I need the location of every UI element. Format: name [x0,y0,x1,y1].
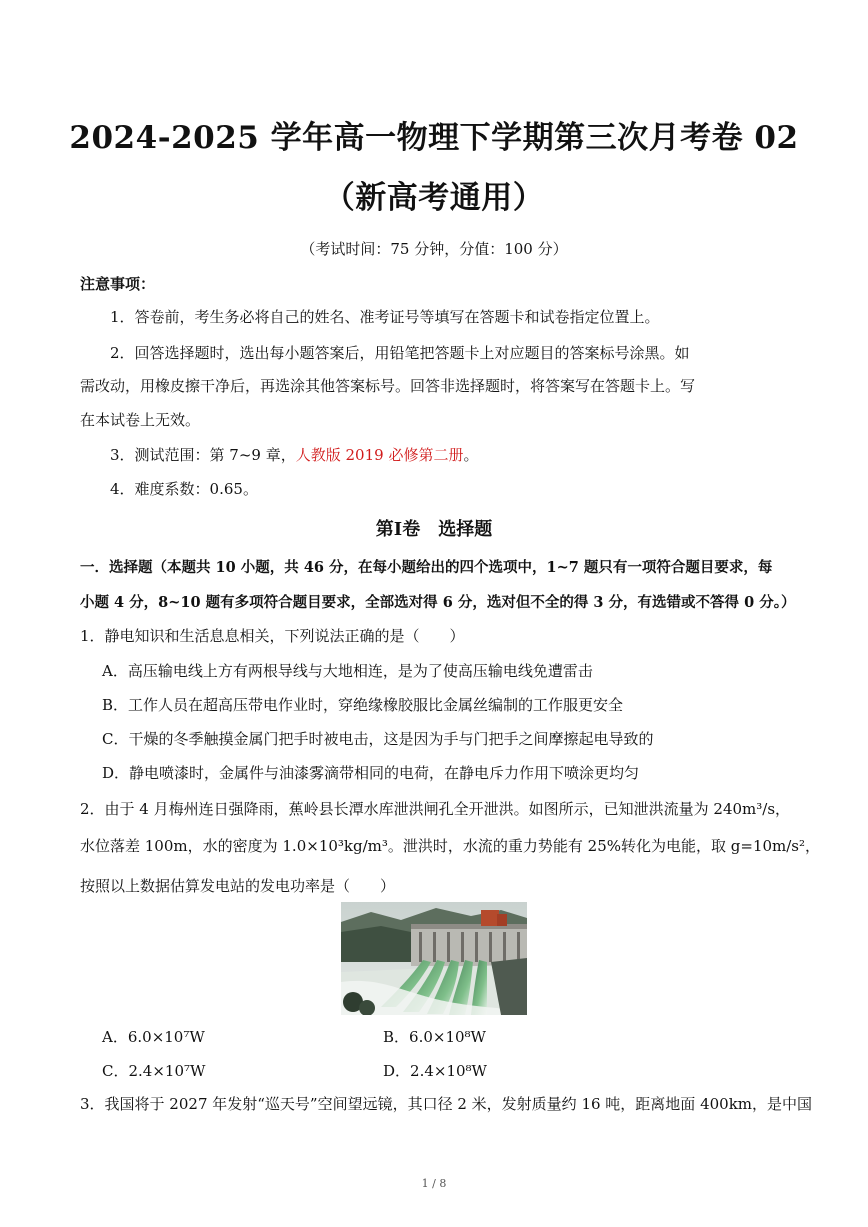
document-title-line1: 2024-2025 学年高一物理下学期第三次月考卷 02 [69,120,799,156]
notice-item-2-line1: 2．回答选择题时，选出每小题答案后，用铅笔把答题卡上对应题目的答案标号涂黑。如 [110,344,690,362]
q2-stem-line1: 2．由于 4 月梅州连日强降雨，蕉岭县长潭水库泄洪闸孔全开泄洪。如图所示，已知泄洪流量为 240m³/s， [80,800,791,818]
exam-info: （考试时间：75 分钟，分值：100 分） [300,240,568,258]
section-title: 第Ⅰ卷 选择题 [375,519,493,540]
notice-item-2-line2: 需改动，用橡皮擦干净后，再选涂其他答案标号。回答非选择题时，将答案写在答题卡上。写 [80,377,696,395]
q1-option-c: C．干燥的冬季触摸金属门把手时被电击，这是因为手与门把手之间摩擦起电导致的 [102,730,654,748]
document-title-line2: （新高考通用） [323,180,545,216]
q1-option-b: B．工作人员在超高压带电作业时，穿绝缘橡胶服比金属丝编制的工作服更安全 [102,696,624,714]
q2-option-c: C．2.4×10⁷W [102,1062,206,1080]
q1-option-a: A．高压输电线上方有两根导线与大地相连，是为了使高压输电线免遭雷击 [102,662,593,680]
part1-instructions-line2: 小题 4 分，8~10 题有多项符合题目要求，全部选对得 6 分，选对但不全的得 3 分，有选错或不答得 0 分。） [80,594,796,611]
notice-item-2-line3: 在本试卷上无效。 [80,411,201,429]
notice-item-3-prefix: 3．测试范围：第 7~9 章， [110,446,296,464]
q2-option-b: B．6.0×10⁸W [383,1028,486,1046]
notice-item-3-scope: 人教版 2019 必修第二册 [295,446,464,464]
q1-option-d: D．静电喷漆时，金属件与油漆雾滴带相同的电荷，在静电斥力作用下喷涂更均匀 [102,764,640,782]
notice-item-4: 4．难度系数：0.65。 [110,480,258,498]
q2-stem-line2: 水位落差 100m，水的密度为 1.0×10³kg/m³。泄洪时，水流的重力势能有 25%转化为电能，取 g=10m/s²， [80,837,821,855]
page-number: 1 / 8 [421,1177,447,1190]
notice-item-3 [110,445,478,465]
q2-option-a: A．6.0×10⁷W [102,1028,205,1046]
q2-option-d: D．2.4×10⁸W [383,1062,487,1080]
notice-item-1: 1．答卷前，考生务必将自己的姓名、准考证号等填写在答题卡和试卷指定位置上。 [110,308,660,326]
dam-spillway-photo [341,902,527,1015]
q1-stem: 1．静电知识和生活息息相关，下列说法正确的是（ ） [80,627,465,645]
notice-item-3-suffix: 。 [463,446,479,464]
q2-stem-line3: 按照以上数据估算发电站的发电功率是（ ） [80,877,396,895]
notice-heading: 注意事项： [80,275,156,293]
q3-stem-line1: 3．我国将于 2027 年发射“巡天号”空间望远镜，其口径 2 米，发射质量约 16 吨，距离地面 400km，是中国 [80,1095,813,1113]
part1-instructions-line1: 一．选择题（本题共 10 小题，共 46 分，在每小题给出的四个选项中，1~7 题只有一项符合题目要求，每 [80,559,773,576]
